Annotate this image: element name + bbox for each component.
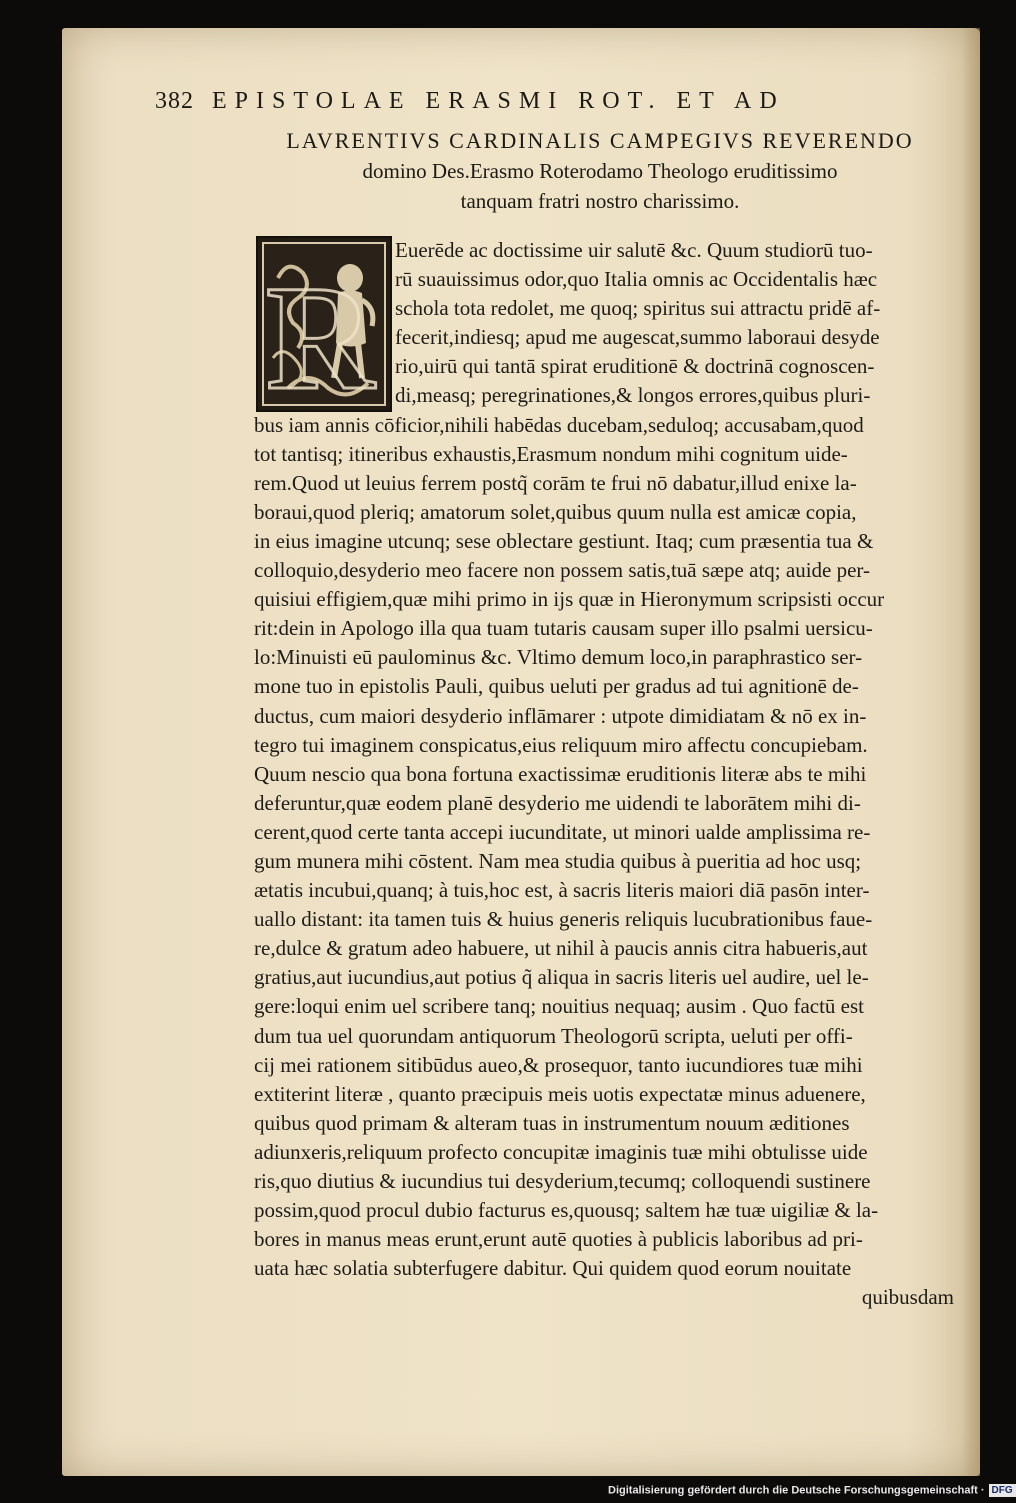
body-line: ris,quo diutius & iucundius tui desyderium,tecumq; colloquendi sustinere <box>254 1169 871 1193</box>
body-line: gum munera mihi cōstent. Nam mea studia quibus à pueritia ad hoc usq; <box>254 848 862 873</box>
body-line: possim,quod procul dubio facturus es,quousq; saltem hæ tuæ uigiliæ & la- <box>254 1198 879 1223</box>
body-line: boraui,quod pleriq; amatorum solet,quibus quum nulla est amicæ copia, <box>254 499 857 524</box>
letter-title-line-3: tanquam fratri nostro charissimo. <box>460 189 740 213</box>
body-line: schola tota redolet, me quoq; spiritus sui attractu pridē af- <box>395 296 881 321</box>
credit-text: Digitalisierung gefördert durch die Deutsche Forschungsgemeinschaft · <box>608 1484 985 1497</box>
body-line: rit:dein in Apologo illa qua tuam tutaris causam super illo psalmi uersicu- <box>254 616 873 641</box>
body-line: rem.Quod ut leuius ferrem postq̃ corām te frui nō dabatur,illud enixe la- <box>254 470 857 495</box>
body-line: di,measq; peregrinationes,& longos errores,quibus pluri- <box>395 383 871 408</box>
body-line: gere:loqui enim uel scribere tanq; nouitius nequaq; ausim . Quo factū est <box>254 994 865 1019</box>
body-line: rū suauissimus odor,quo Italia omnis ac Occidentalis hæc <box>395 267 878 292</box>
body-line: ductus, cum maiori desyderio inflāmarer : utpote dimidiatam & nō ex in- <box>254 703 867 728</box>
body-line: uallo distant: ita tamen tuis & huius generis reliquis lucubrationibus faue- <box>254 907 873 932</box>
body-line: bores in manus meas erunt,erunt autē quoties à publicis laboribus ad pri- <box>254 1227 863 1252</box>
running-head <box>155 88 955 118</box>
body-line: fecerit,indiesq; apud me augescat,summo laboraui desyde <box>395 325 880 350</box>
running-title: EPISTOLAE ERASMI ROT. ET AD <box>212 88 785 114</box>
body-line: rio,uirū qui tantā spirat eruditionē & doctrinā cognoscen- <box>395 354 875 379</box>
body-line: quisiui effigiem,quæ mihi primo in ijs quæ in Hieronymum scripsisti occur <box>254 587 885 612</box>
body-line: deferuntur,quæ eodem planē desyderio me uidendi te laborātem mihi di- <box>254 790 861 815</box>
body-line: cij mei rationem sitibūdus aueo,& prosequor, tanto iucundiores tuæ mihi <box>254 1052 863 1077</box>
body-line: uata hæc solatia subterfugere dabitur. Qui quidem quod eorum nouitate <box>254 1256 852 1281</box>
body-line: Quum nescio qua bona fortuna exactissimæ eruditionis literæ abs te mihi <box>254 761 867 786</box>
body-line: re,dulce & gratum adeo habuere, ut nihil à paucis annis citra habueris,aut <box>254 936 868 961</box>
dfg-logo: DFG <box>989 1484 1016 1497</box>
body-line: cerent,quod certe tanta accepi iucunditate, ut minori ualde amplissima re- <box>254 819 871 844</box>
body-line: colloquio,desyderio meo facere non possem satis,tuā sæpe atq; auide per- <box>254 558 870 583</box>
body-line: dum tua uel quorundam antiquorum Theologorū scripta, ueluti per offi- <box>254 1023 853 1048</box>
letter-title-line-2: domino Des.Erasmo Roterodamo Theologo eruditissimo <box>362 159 838 183</box>
svg-text:R: R <box>266 255 375 421</box>
body-line: Euerēde ac doctissime uir salutē &c. Quum studiorū tuo- <box>395 238 873 262</box>
body-line: lo:Minuisti eū paulominus &c. Vltimo demum loco,in paraphrastico ser- <box>254 645 863 670</box>
letter-title-line-1: LAVRENTIVS CARDINALIS CAMPEGIVS REVERENDO <box>286 128 914 153</box>
body-line: extiterint literæ , quanto præcipuis meis uotis expectatæ minus aduenere, <box>254 1081 866 1106</box>
body-line: adiunxeris,reliquum profecto concupitæ imaginis tuæ mihi obtulisse uide <box>254 1139 868 1164</box>
letter-title <box>250 126 950 216</box>
body-line: tegro tui imaginem conspicatus,eius reliquum miro affectu concupiebam. <box>254 732 868 757</box>
body-line: quibus quod primam & alteram tuas in instrumentum nouum æditiones <box>254 1110 850 1135</box>
page-edge-shadow <box>962 28 980 1476</box>
body-line: ætatis incubui,quanq; à tuis,hoc est, à sacris literis maiori diā pasōn inter- <box>254 878 870 903</box>
letter-body <box>254 236 954 1312</box>
body-line: mone tuo in epistolis Pauli, quibus ueluti per gradus ad tui agnitionē de- <box>254 674 859 699</box>
digitization-credit <box>608 1484 1016 1500</box>
catchword: quibusdam <box>861 1285 954 1310</box>
body-line: in eius imagine utcunq; sese oblectare gestiunt. Itaq; cum præsentia tua & <box>254 528 874 553</box>
body-line: bus iam annis cōficior,nihili habēdas ducebam,seduloq; accusabam,quod <box>254 412 864 437</box>
body-line: gratius,aut iucundius,aut potius q̃ aliqua in sacris literis uel audire, uel le- <box>254 965 869 990</box>
body-line: tot tantisq; itineribus exhaustis,Erasmum nondum mihi cognitum uide- <box>254 441 848 466</box>
page-number: 382 <box>155 88 194 114</box>
